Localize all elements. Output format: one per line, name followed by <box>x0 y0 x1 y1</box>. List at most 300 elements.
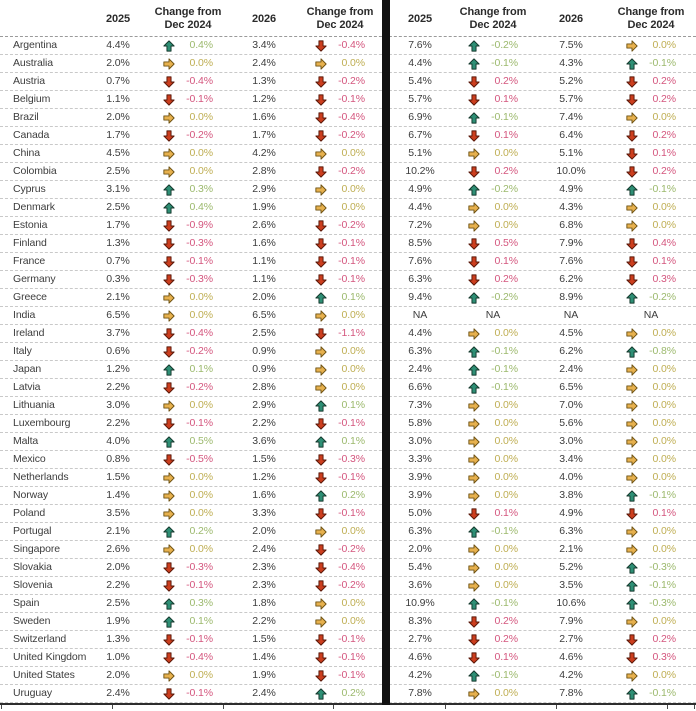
trend-arrow-icon <box>315 382 327 394</box>
right-2025-change <box>450 166 536 178</box>
change-value: -0.2% <box>338 129 365 142</box>
country-label: United Kingdom <box>13 651 87 664</box>
change-value: 0.1% <box>494 255 518 268</box>
trend-arrow-icon <box>468 490 480 502</box>
trend-arrow-icon <box>626 346 638 358</box>
country-label: Lithuania <box>13 399 55 412</box>
country-label: United States <box>13 669 75 682</box>
right-2026-change <box>606 256 696 268</box>
trend-arrow-icon <box>626 400 638 412</box>
left-2025-change <box>146 508 230 520</box>
trend-arrow-icon <box>468 256 480 268</box>
left-2025-change <box>146 688 230 700</box>
trend-arrow-icon <box>626 472 638 484</box>
right-2026-change <box>606 292 696 304</box>
right-2025-forecast: NA <box>412 309 428 322</box>
left-2026-change <box>298 364 382 376</box>
trend-arrow-icon <box>468 454 480 466</box>
left-2025-change <box>146 454 230 466</box>
change-value: 0.2% <box>341 489 365 502</box>
table-row <box>0 127 696 145</box>
change-value: 0.1% <box>494 93 518 106</box>
right-2026-forecast: 7.5% <box>559 39 583 52</box>
change-value: 0.2% <box>494 633 518 646</box>
right-2025-forecast: 4.4% <box>408 327 432 340</box>
right-2025-forecast: 3.9% <box>408 471 432 484</box>
trend-arrow-icon <box>315 472 327 484</box>
table-row <box>0 379 696 397</box>
left-2025-forecast: 4.0% <box>106 435 130 448</box>
axis-tick <box>445 705 446 709</box>
change-value: 0.0% <box>652 39 676 52</box>
trend-arrow-icon <box>626 274 638 286</box>
left-2026-change <box>298 472 382 484</box>
left-2025-forecast: 1.4% <box>106 489 130 502</box>
axis-tick <box>694 705 695 709</box>
trend-arrow-icon <box>163 274 175 286</box>
trend-arrow-icon <box>315 184 327 196</box>
right-2026-forecast: 10.6% <box>556 597 586 610</box>
right-2025-change <box>450 544 536 556</box>
left-2026-change <box>298 400 382 412</box>
right-2026-change <box>606 310 696 321</box>
left-2026-forecast: 2.0% <box>252 291 276 304</box>
left-2026-forecast: 1.6% <box>252 111 276 124</box>
change-value: -0.3% <box>186 561 213 574</box>
right-2026-forecast: 7.0% <box>559 399 583 412</box>
change-value: -0.1% <box>338 93 365 106</box>
right-2025-change <box>450 598 536 610</box>
right-2025-change <box>450 454 536 466</box>
left-2025-forecast: 3.1% <box>106 183 130 196</box>
right-2025-change <box>450 418 536 430</box>
right-2026-change <box>606 580 696 592</box>
change-value: 0.0% <box>494 201 518 214</box>
table-row <box>0 433 696 451</box>
trend-arrow-icon <box>468 166 480 178</box>
left-2025-forecast: 2.5% <box>106 201 130 214</box>
table-row <box>0 595 696 613</box>
table-row <box>0 253 696 271</box>
trend-arrow-icon <box>163 472 175 484</box>
change-value: -0.1% <box>338 651 365 664</box>
change-value: 0.1% <box>341 399 365 412</box>
country-label: Canada <box>13 129 50 142</box>
change-value: 0.0% <box>652 381 676 394</box>
right-2025-forecast: 2.4% <box>408 363 432 376</box>
right-2026-change <box>606 166 696 178</box>
change-value: -0.2% <box>186 345 213 358</box>
left-2025-change <box>146 220 230 232</box>
header-right-2025: 2025 <box>407 12 433 25</box>
right-2025-forecast: 8.3% <box>408 615 432 628</box>
change-value: 0.0% <box>341 309 365 322</box>
right-2026-forecast: 4.3% <box>559 201 583 214</box>
change-value: 0.0% <box>341 57 365 70</box>
change-value: -0.1% <box>491 669 518 682</box>
change-value: 0.1% <box>494 129 518 142</box>
bottom-tick-strip <box>0 705 696 710</box>
change-value: -0.2% <box>338 75 365 88</box>
trend-arrow-icon <box>163 616 175 628</box>
left-2026-forecast: 2.6% <box>252 219 276 232</box>
left-2026-change <box>298 562 382 574</box>
right-2026-change <box>606 598 696 610</box>
change-value: -0.2% <box>186 381 213 394</box>
table-row <box>0 271 696 289</box>
trend-arrow-icon <box>163 202 175 214</box>
trend-arrow-icon <box>163 490 175 502</box>
change-value: 0.0% <box>341 147 365 160</box>
change-value: -0.1% <box>649 57 676 70</box>
change-value: 0.2% <box>189 525 213 538</box>
right-2025-change <box>450 490 536 502</box>
change-value: -0.2% <box>491 291 518 304</box>
right-2026-change <box>606 562 696 574</box>
country-label: Brazil <box>13 111 39 124</box>
change-from-label: Change from <box>306 6 374 18</box>
left-2026-change <box>298 220 382 232</box>
left-2025-change <box>146 598 230 610</box>
change-value: -0.8% <box>649 345 676 358</box>
change-value: -0.2% <box>338 165 365 178</box>
left-2026-forecast: 6.5% <box>252 309 276 322</box>
trend-arrow-icon <box>468 202 480 214</box>
right-2025-forecast: 3.0% <box>408 435 432 448</box>
left-2025-forecast: 2.2% <box>106 381 130 394</box>
right-2025-change <box>450 328 536 340</box>
change-value: NA <box>485 309 501 322</box>
trend-arrow-icon <box>163 598 175 610</box>
left-2025-change <box>146 292 230 304</box>
country-label: Finland <box>13 237 47 250</box>
change-value: 0.0% <box>189 309 213 322</box>
left-2026-change <box>298 292 382 304</box>
left-2025-change <box>146 94 230 106</box>
right-2025-change <box>450 40 536 52</box>
left-2026-change <box>298 490 382 502</box>
trend-arrow-icon <box>626 184 638 196</box>
change-value: 0.2% <box>652 165 676 178</box>
right-2025-forecast: 6.3% <box>408 345 432 358</box>
right-2026-change <box>606 112 696 124</box>
table-row <box>0 685 696 703</box>
right-2025-change <box>450 184 536 196</box>
country-label: Netherlands <box>13 471 69 484</box>
right-2026-forecast: 7.8% <box>559 687 583 700</box>
left-2026-change <box>298 202 382 214</box>
trend-arrow-icon <box>626 292 638 304</box>
right-2025-change <box>450 580 536 592</box>
left-2026-change <box>298 598 382 610</box>
right-2026-forecast: 7.9% <box>559 615 583 628</box>
change-value: -0.1% <box>649 489 676 502</box>
change-value: -0.1% <box>338 669 365 682</box>
trend-arrow-icon <box>626 58 638 70</box>
change-value: 0.0% <box>341 183 365 196</box>
left-2026-change <box>298 436 382 448</box>
right-2026-forecast: 4.5% <box>559 327 583 340</box>
right-2026-change <box>606 274 696 286</box>
left-2025-change <box>146 652 230 664</box>
left-2025-change <box>146 364 230 376</box>
table-row <box>0 163 696 181</box>
trend-arrow-icon <box>626 382 638 394</box>
left-2025-change <box>146 202 230 214</box>
right-2026-forecast: 4.3% <box>559 57 583 70</box>
trend-arrow-icon <box>315 166 327 178</box>
change-value: 0.4% <box>652 237 676 250</box>
table-row <box>0 631 696 649</box>
right-2026-forecast: 5.7% <box>559 93 583 106</box>
change-value: -0.1% <box>491 111 518 124</box>
trend-arrow-icon <box>315 490 327 502</box>
right-2026-forecast: 5.2% <box>559 561 583 574</box>
change-value: -0.1% <box>338 471 365 484</box>
right-2026-change <box>606 220 696 232</box>
left-2026-change <box>298 310 382 322</box>
trend-arrow-icon <box>468 544 480 556</box>
table-row <box>0 307 696 325</box>
trend-arrow-icon <box>315 130 327 142</box>
country-label: Singapore <box>13 543 60 556</box>
change-value: 0.0% <box>494 561 518 574</box>
left-2026-forecast: 1.2% <box>252 93 276 106</box>
trend-arrow-icon <box>468 598 480 610</box>
table-row <box>0 397 696 415</box>
trend-arrow-icon <box>163 580 175 592</box>
right-2026-forecast: 6.8% <box>559 219 583 232</box>
left-2025-forecast: 1.0% <box>106 651 130 664</box>
left-2026-change <box>298 40 382 52</box>
trend-arrow-icon <box>315 454 327 466</box>
left-2025-change <box>146 166 230 178</box>
trend-arrow-icon <box>468 652 480 664</box>
trend-arrow-icon <box>315 598 327 610</box>
right-2025-forecast: 6.3% <box>408 273 432 286</box>
left-2026-change <box>298 184 382 196</box>
trend-arrow-icon <box>315 634 327 646</box>
table-row <box>0 91 696 109</box>
country-label: France <box>13 255 46 268</box>
left-2025-forecast: 1.7% <box>106 219 130 232</box>
change-value: 0.0% <box>652 363 676 376</box>
trend-arrow-icon <box>626 508 638 520</box>
trend-arrow-icon <box>626 670 638 682</box>
right-2026-change <box>606 130 696 142</box>
trend-arrow-icon <box>468 436 480 448</box>
change-value: -0.1% <box>338 237 365 250</box>
change-value: 0.0% <box>494 543 518 556</box>
change-value: 0.3% <box>189 183 213 196</box>
change-value: 0.0% <box>652 399 676 412</box>
trend-arrow-icon <box>468 94 480 106</box>
change-value: 0.3% <box>189 597 213 610</box>
left-2026-forecast: 2.9% <box>252 183 276 196</box>
left-2025-change <box>146 562 230 574</box>
change-value: 0.0% <box>341 615 365 628</box>
right-2025-forecast: 7.8% <box>408 687 432 700</box>
change-value: -0.1% <box>491 381 518 394</box>
left-2025-change <box>146 418 230 430</box>
right-2025-forecast: 8.5% <box>408 237 432 250</box>
trend-arrow-icon <box>315 328 327 340</box>
trend-arrow-icon <box>315 274 327 286</box>
change-value: -0.3% <box>186 237 213 250</box>
right-2025-change <box>450 400 536 412</box>
table-row <box>0 361 696 379</box>
right-2026-change <box>606 40 696 52</box>
trend-arrow-icon <box>163 94 175 106</box>
change-value: 0.5% <box>189 435 213 448</box>
country-label: Italy <box>13 345 32 358</box>
trend-arrow-icon <box>163 364 175 376</box>
left-2026-forecast: 2.0% <box>252 525 276 538</box>
country-label: Malta <box>13 435 39 448</box>
trend-arrow-icon <box>315 76 327 88</box>
trend-arrow-icon <box>468 58 480 70</box>
left-2025-forecast: 1.3% <box>106 237 130 250</box>
header-right-change-2025 <box>450 5 536 31</box>
trend-arrow-icon <box>626 40 638 52</box>
trend-arrow-icon <box>468 670 480 682</box>
right-2026-forecast: 6.3% <box>559 525 583 538</box>
trend-arrow-icon <box>468 148 480 160</box>
right-2026-forecast: 3.5% <box>559 579 583 592</box>
country-label: Spain <box>13 597 40 610</box>
dec-2024-label: Dec 2024 <box>627 19 675 31</box>
right-2026-forecast: NA <box>563 309 579 322</box>
right-2025-change <box>450 346 536 358</box>
left-2026-change <box>298 346 382 358</box>
trend-arrow-icon <box>626 616 638 628</box>
left-2025-change <box>146 274 230 286</box>
change-value: -0.2% <box>491 39 518 52</box>
trend-arrow-icon <box>626 490 638 502</box>
trend-arrow-icon <box>468 274 480 286</box>
country-label: Japan <box>13 363 42 376</box>
right-2026-change <box>606 508 696 520</box>
country-label: Uruguay <box>13 687 52 700</box>
right-2025-forecast: 6.6% <box>408 381 432 394</box>
change-value: 0.1% <box>494 507 518 520</box>
table-row <box>0 145 696 163</box>
table-row <box>0 235 696 253</box>
trend-arrow-icon <box>163 634 175 646</box>
right-2026-forecast: 7.6% <box>559 255 583 268</box>
left-2026-forecast: 3.6% <box>252 435 276 448</box>
trend-arrow-icon <box>468 418 480 430</box>
right-2026-change <box>606 490 696 502</box>
right-2025-change <box>450 292 536 304</box>
right-2025-forecast: 4.6% <box>408 651 432 664</box>
table-row <box>0 487 696 505</box>
change-value: -0.4% <box>186 651 213 664</box>
right-2026-change <box>606 400 696 412</box>
right-2026-change <box>606 382 696 394</box>
right-2025-forecast: 5.0% <box>408 507 432 520</box>
right-2025-change <box>450 670 536 682</box>
right-2025-change <box>450 310 536 321</box>
change-value: 0.5% <box>494 237 518 250</box>
left-2026-change <box>298 256 382 268</box>
change-from-label: Change from <box>617 6 685 18</box>
left-2025-change <box>146 490 230 502</box>
right-2025-change <box>450 436 536 448</box>
left-2026-forecast: 3.4% <box>252 39 276 52</box>
dec-2024-label: Dec 2024 <box>164 19 212 31</box>
right-2026-forecast: 3.0% <box>559 435 583 448</box>
country-label: Mexico <box>13 453 46 466</box>
change-value: 0.2% <box>341 687 365 700</box>
left-2025-forecast: 2.5% <box>106 597 130 610</box>
table-row <box>0 577 696 595</box>
table-row <box>0 613 696 631</box>
right-2025-forecast: 4.4% <box>408 57 432 70</box>
right-2025-forecast: 2.0% <box>408 543 432 556</box>
left-2025-forecast: 4.5% <box>106 147 130 160</box>
change-value: 0.1% <box>652 507 676 520</box>
left-2025-forecast: 1.2% <box>106 363 130 376</box>
change-value: -1.1% <box>338 327 365 340</box>
country-label: Portugal <box>13 525 52 538</box>
right-2025-forecast: 2.7% <box>408 633 432 646</box>
trend-arrow-icon <box>468 472 480 484</box>
trend-arrow-icon <box>163 544 175 556</box>
change-value: 0.0% <box>494 471 518 484</box>
left-2025-forecast: 4.4% <box>106 39 130 52</box>
table-row <box>0 199 696 217</box>
left-2026-forecast: 2.8% <box>252 381 276 394</box>
trend-arrow-icon <box>163 112 175 124</box>
change-value: 0.0% <box>189 57 213 70</box>
table-row <box>0 289 696 307</box>
trend-arrow-icon <box>626 220 638 232</box>
left-2026-forecast: 1.1% <box>252 273 276 286</box>
country-label: Greece <box>13 291 47 304</box>
change-value: 0.4% <box>189 39 213 52</box>
trend-arrow-icon <box>468 400 480 412</box>
change-value: -0.1% <box>491 57 518 70</box>
right-2026-change <box>606 238 696 250</box>
trend-arrow-icon <box>315 220 327 232</box>
table-row <box>0 217 696 235</box>
change-value: 0.0% <box>189 669 213 682</box>
trend-arrow-icon <box>315 544 327 556</box>
trend-arrow-icon <box>626 328 638 340</box>
left-2025-forecast: 2.5% <box>106 165 130 178</box>
country-label: Cyprus <box>13 183 46 196</box>
dec-2024-label: Dec 2024 <box>316 19 364 31</box>
trend-arrow-icon <box>468 220 480 232</box>
change-value: -0.1% <box>186 633 213 646</box>
trend-arrow-icon <box>163 436 175 448</box>
trend-arrow-icon <box>163 400 175 412</box>
trend-arrow-icon <box>315 436 327 448</box>
left-2026-change <box>298 652 382 664</box>
table-row <box>0 649 696 667</box>
left-2025-forecast: 6.5% <box>106 309 130 322</box>
trend-arrow-icon <box>626 634 638 646</box>
left-2025-change <box>146 130 230 142</box>
change-value: 0.0% <box>652 471 676 484</box>
change-value: 0.0% <box>652 201 676 214</box>
left-2025-forecast: 3.5% <box>106 507 130 520</box>
panel-divider <box>382 0 390 705</box>
header-left-change-2026 <box>298 5 382 31</box>
table-row <box>0 541 696 559</box>
change-value: 0.1% <box>341 435 365 448</box>
